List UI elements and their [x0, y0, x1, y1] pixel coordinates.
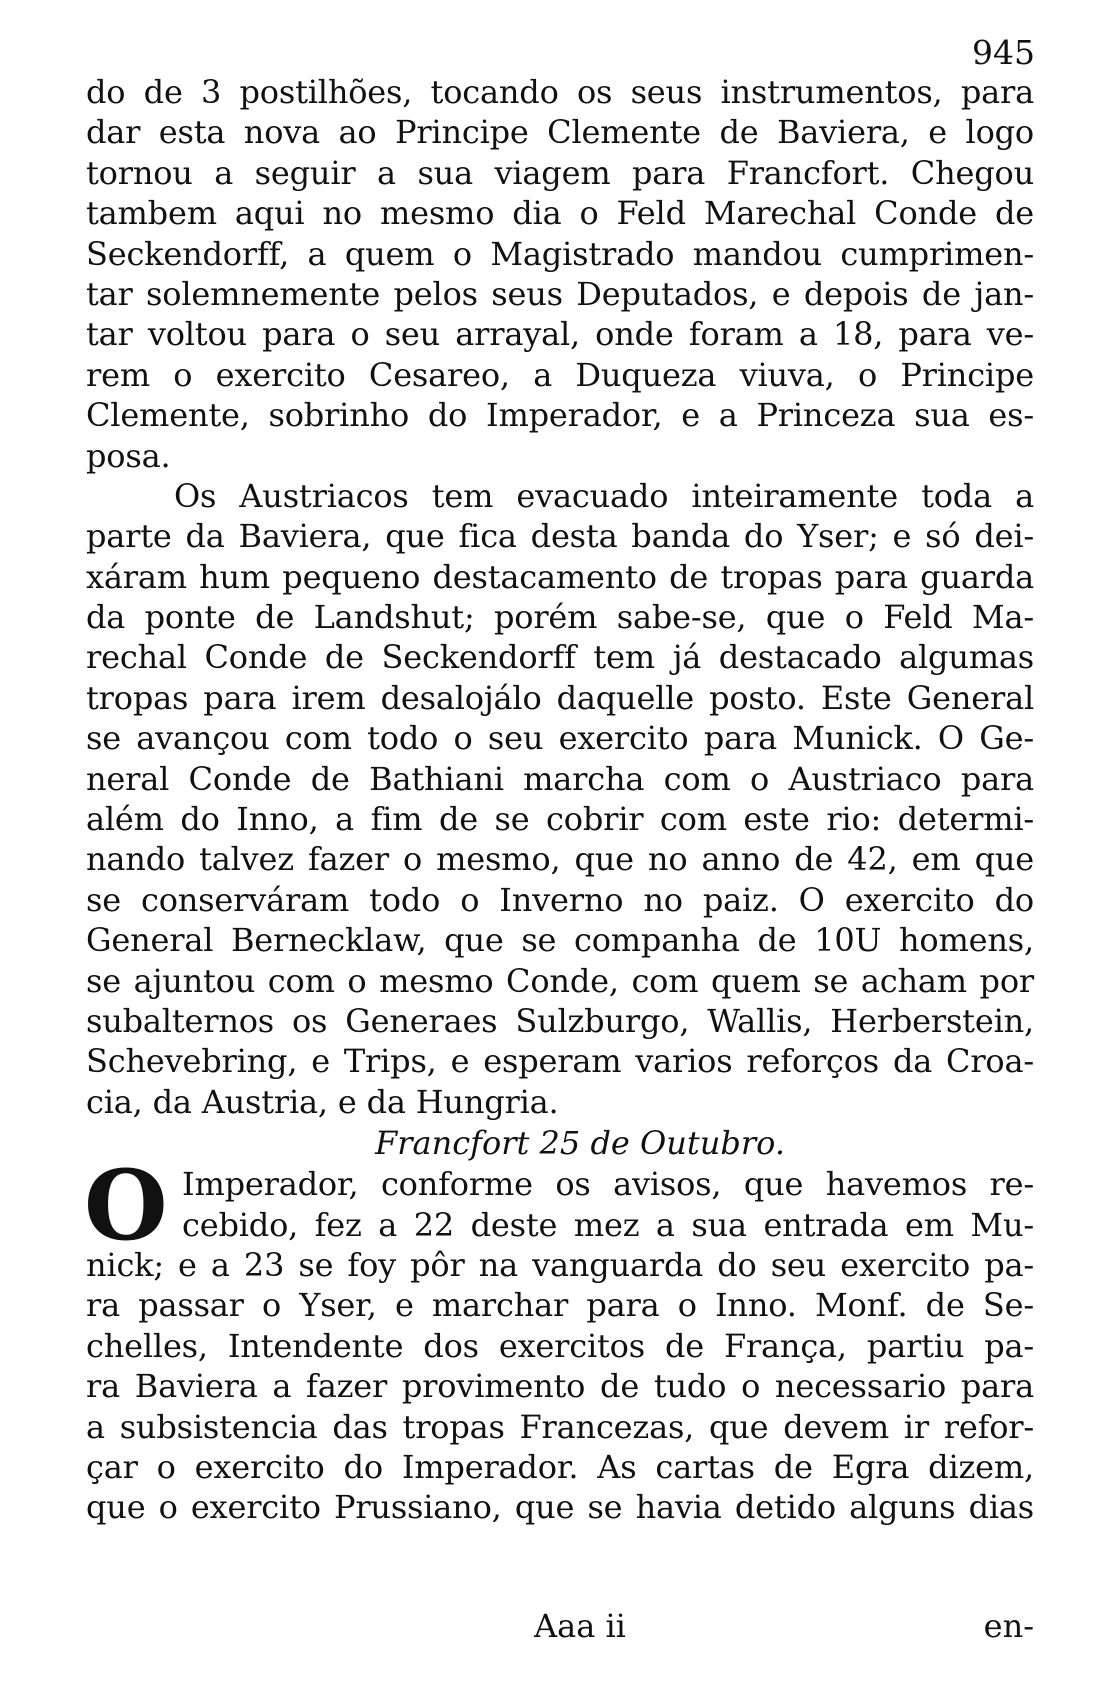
paragraph-continuation: [86, 72, 1034, 476]
text-line: rem o exercito Cesareo, a Duqueza viuva, o Principe: [86, 355, 1034, 394]
dropcap-letter: O: [84, 1149, 168, 1263]
dateline-heading: Francfort 25 de Outubro.: [375, 1124, 785, 1163]
text-line: nick; e a 23 se foy pôr na vanguarda do seu exercito pa-: [86, 1245, 1034, 1284]
signature-mark: Aaa ii: [534, 1607, 626, 1645]
text-line: tambem aqui no mesmo dia o Feld Marechal Conde de: [86, 194, 1034, 233]
text-line: cia, da Austria, e da Hungria.: [86, 1082, 559, 1121]
text-line: se avançou com todo o seu exercito para Munick. O Ge-: [86, 719, 1034, 758]
text-block: [86, 72, 1034, 1528]
text-line: que o exercito Prussiano, que se havia detido alguns dias: [86, 1488, 1034, 1527]
text-line: chelles, Intendente dos exercitos de França, partiu pa-: [86, 1326, 1034, 1365]
text-line: Clemente, sobrinho do Imperador, e a Princeza sua es-: [86, 396, 1034, 435]
text-line: çar o exercito do Imperador. As cartas de Egra dizem,: [86, 1447, 1034, 1486]
paragraph-austriacos: [86, 476, 1034, 1122]
text-line: parte da Baviera, que fica desta banda do Yser; e só dei-: [86, 517, 1034, 556]
text-line: Schevebring, e Trips, e esperam varios reforços da Croa-: [86, 1042, 1034, 1081]
text-line: neral Conde de Bathiani marcha com o Austriaco para: [86, 759, 1034, 798]
text-line: se conserváram todo o Inverno no paiz. O exercito do: [86, 880, 1034, 919]
text-line: tornou a seguir a sua viagem para Francfort. Chegou: [86, 153, 1034, 192]
text-line: tar voltou para o seu arrayal, onde foram a 18, para ve-: [86, 315, 1034, 354]
catchword: en-: [983, 1607, 1034, 1645]
paragraph-francfort: [84, 1149, 1034, 1528]
text-line: General Bernecklaw, que se companha de 10U homens,: [86, 921, 1034, 960]
text-line: subalternos os Generaes Sulzburgo, Wallis, Herberstein,: [86, 1001, 1034, 1040]
text-line: dar esta nova ao Principe Clemente de Baviera, e logo: [86, 113, 1034, 152]
text-line: além do Inno, a fim de se cobrir com este rio: determi-: [86, 800, 1034, 839]
text-line: nando talvez fazer o mesmo, que no anno de 42, em que: [86, 840, 1034, 879]
text-line: a subsistencia das tropas Francezas, que devem ir refor-: [86, 1407, 1034, 1446]
text-line: ra passar o Yser, e marchar para o Inno. Monf. de Se-: [86, 1286, 1034, 1325]
text-line: se ajuntou com o mesmo Conde, com quem se acham por: [86, 961, 1034, 1000]
page-footer: [86, 1606, 1034, 1646]
text-line: do de 3 postilhões, tocando os seus instrumentos, para: [86, 73, 1034, 111]
text-line: Imperador, conforme os avisos, que havemos re-: [182, 1165, 1034, 1204]
page-number: 945: [972, 33, 1035, 72]
text-line: cebido, fez a 22 deste mez a sua entrada em Mu-: [182, 1205, 1034, 1244]
text-line: Os Austriacos tem evacuado inteiramente toda a: [174, 476, 1034, 515]
text-line: ra Baviera a fazer provimento de tudo o necessario para: [86, 1367, 1034, 1406]
text-line: xáram hum pequeno destacamento de tropas para guarda: [86, 557, 1034, 596]
text-line: tar solemnemente pelos seus Deputados, e depois de jan-: [86, 274, 1034, 313]
text-line: rechal Conde de Seckendorff tem já destacado algumas: [86, 638, 1034, 677]
text-line: posa.: [86, 436, 171, 475]
text-line: Seckendorff, a quem o Magistrado mandou cumprimen-: [86, 234, 1034, 273]
text-line: da ponte de Landshut; porém sabe-se, que o Feld Ma-: [86, 598, 1034, 637]
text-line: tropas para irem desalojálo daquelle posto. Este General: [86, 678, 1034, 717]
